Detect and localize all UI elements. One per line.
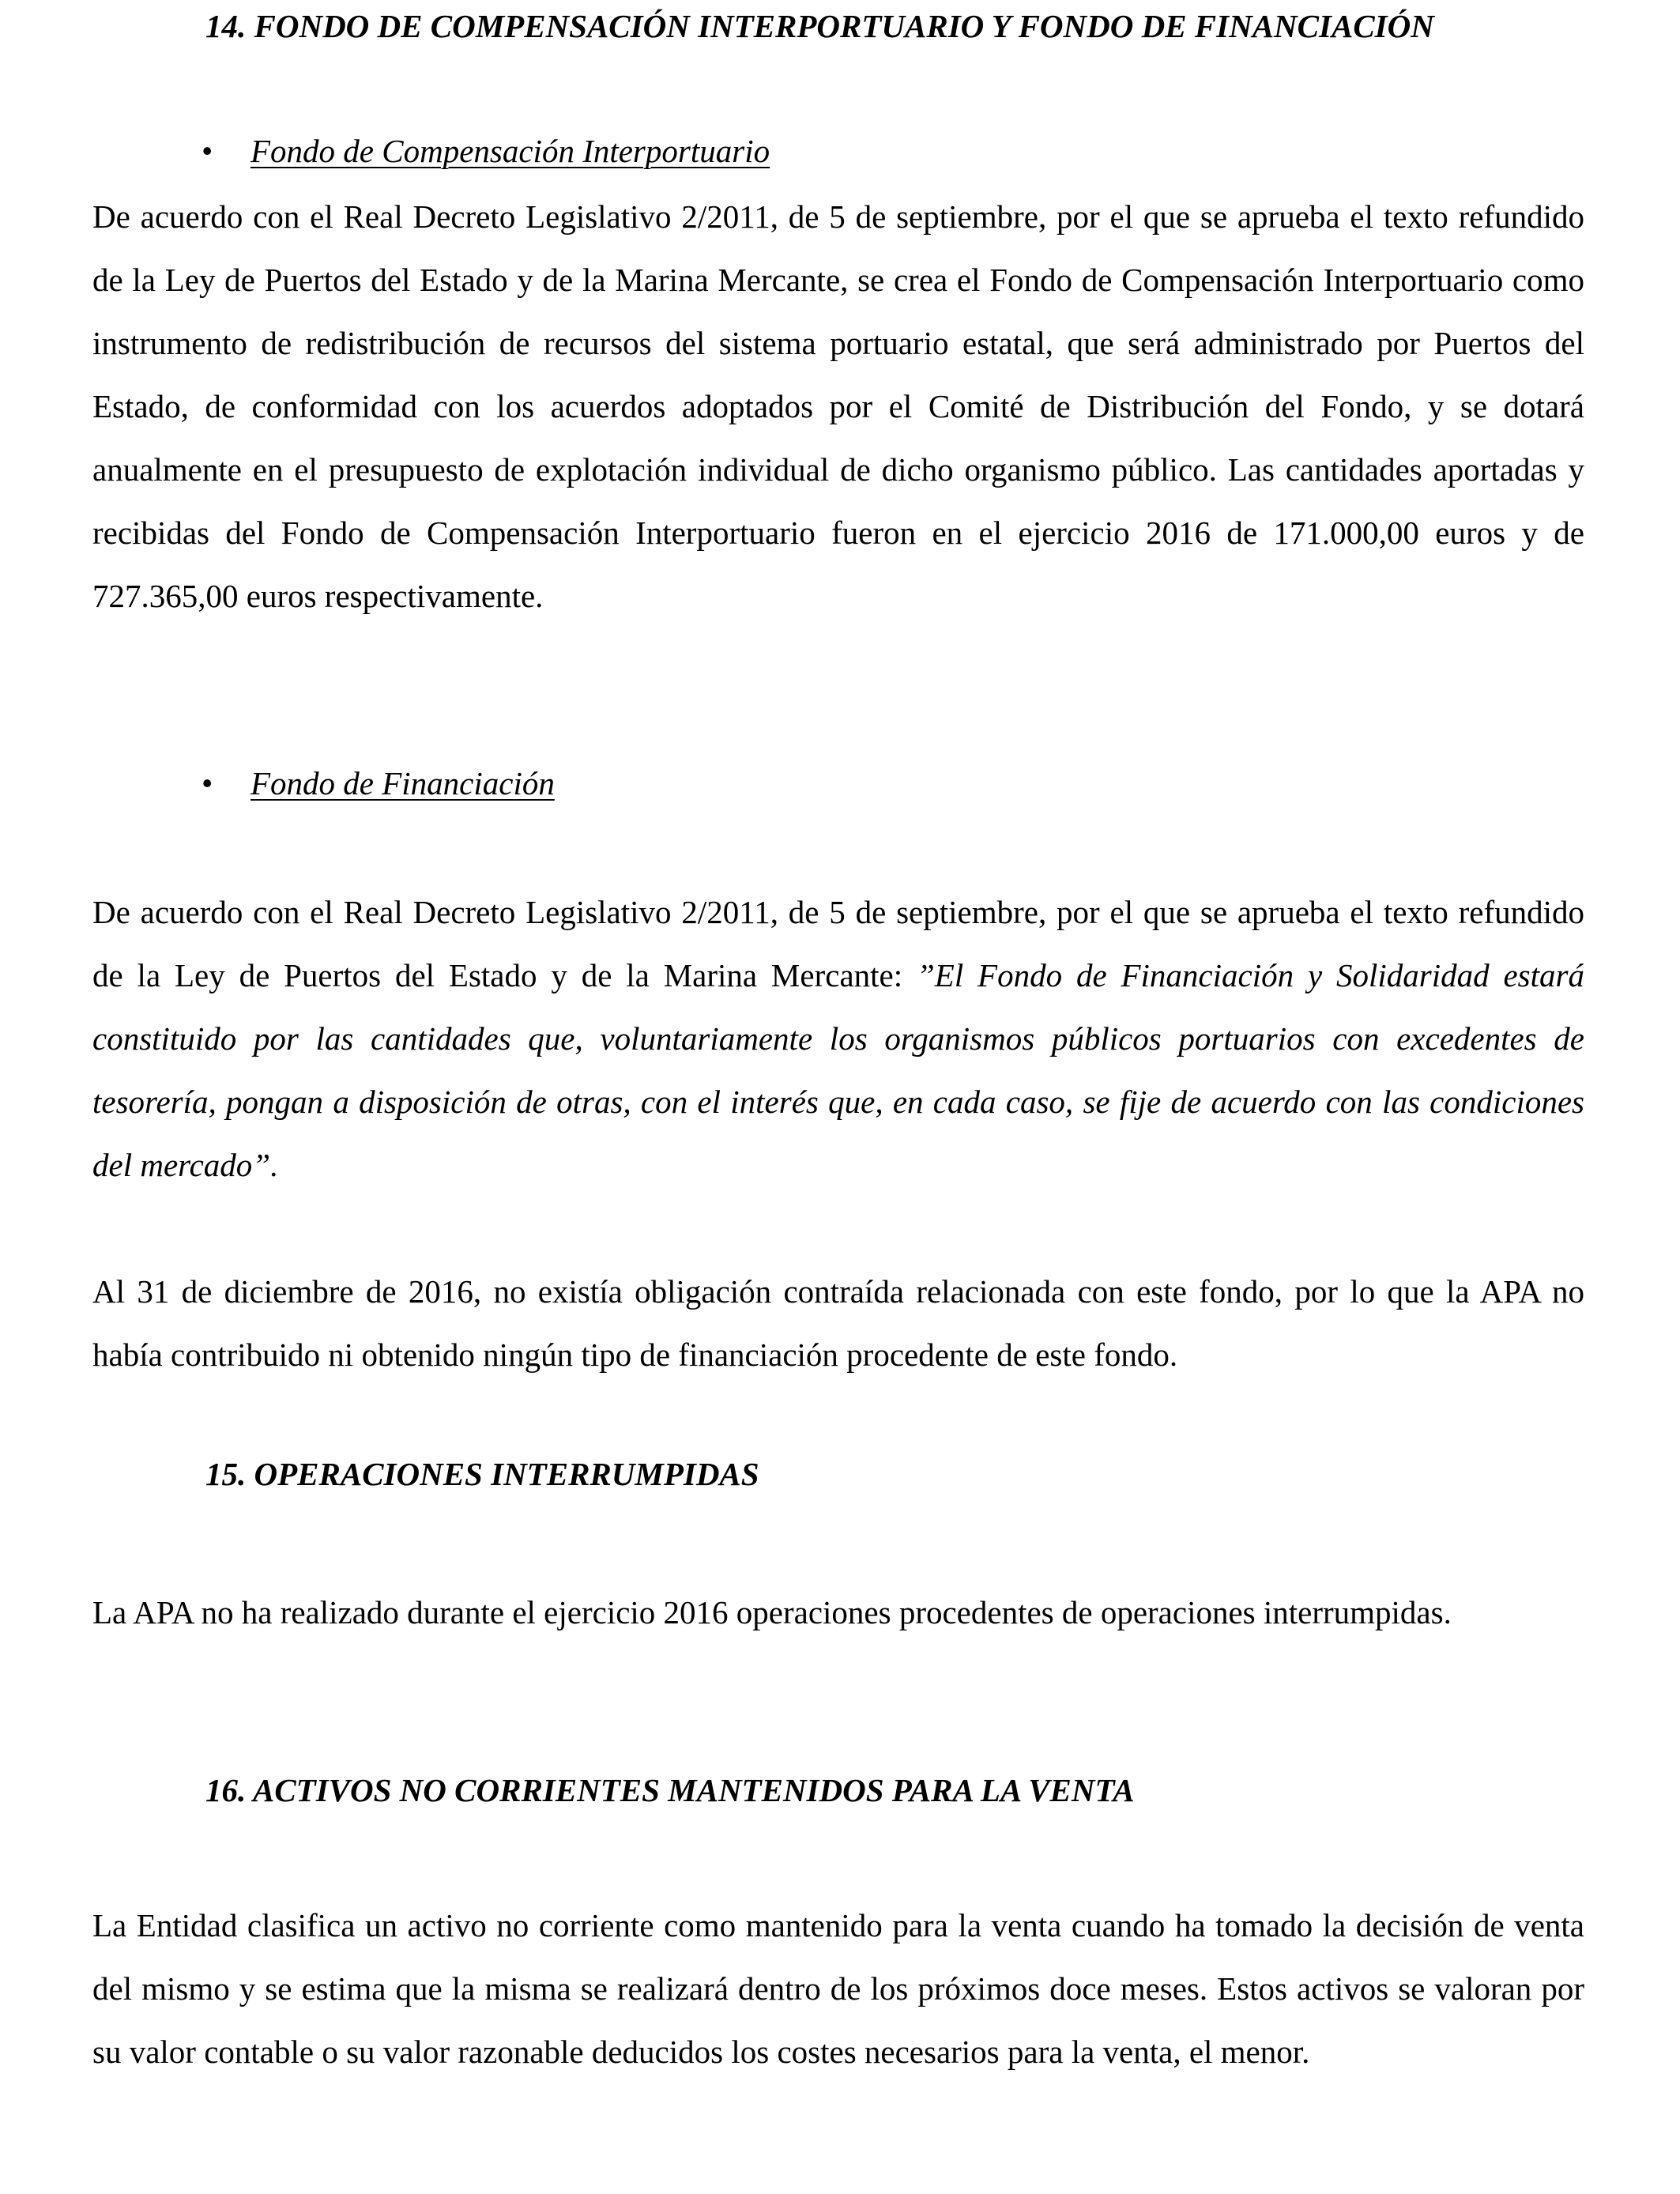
paragraph-obligacion: Al 31 de diciembre de 2016, no existía obligación contraída relacionada con este fondo, por lo que la APA no había contribuido ni obtenido ningún tipo de financiación procedente de este fondo. [92,1273,1584,1373]
paragraph-fondo-compensacion: De acuerdo con el Real Decreto Legislativo 2/2011, de 5 de septiembre, por el que se aprueba el texto refundido de la Ley de Puertos del Estado y de la Marina Mercante, se crea el Fondo de Compensación Interportuario como instrumento de redistribución de recursos del sistema portuario estatal, que será administrado por Puertos del Estado, de conformidad con los acuerdos adoptados por el Comité de Distribución del Fondo, y se dotará anualmente en el presupuesto de explotación individual de dicho organismo público. Las cantidades aportadas y recibidas del Fondo de Compensación Interportuario fueron en el ejercicio 2016 de 171.000,00 euros y de 727.365,00 euros respectivamente. [92,198,1584,614]
section-16-heading: 16. ACTIVOS NO CORRIENTES MANTENIDOS PARA LA VENTA [205,1772,1135,1808]
bullet-icon: • [202,133,213,169]
bullet-fondo-financiacion [202,763,555,803]
quoted-legal-text: ”El Fondo de Financiación y Solidaridad estará constituido por las cantidades que, voluntariamente los organismos públicos portuarios con excedentes de tesorería, pongan a disposición de otras, con el interés que, en cada caso, se fije de acuerdo con las condiciones del mercado”. [92,957,1584,1183]
bullet-icon: • [202,765,213,801]
subheading-fondo-compensacion: Fondo de Compensación Interportuario [250,133,770,169]
subheading-fondo-financiacion: Fondo de Financiación [250,765,555,801]
paragraph-intro-text: De acuerdo con el Real Decreto Legislativo 2/2011, de 5 de septiembre, por el que se aprueba el texto refundido de la Ley de Puertos del Estado y de la Marina Mercante: [92,894,1584,993]
bullet-fondo-compensacion [202,131,770,171]
paragraph-activos-no-corrientes: La Entidad clasifica un activo no corriente como mantenido para la venta cuando ha tomado la decisión de venta del mismo y se estima que la misma se realizará dentro de los próximos doce meses. Estos activos se valoran por su valor contable o su valor razonable deducidos los costes necesarios para la venta, el menor. [92,1907,1584,2070]
section-15-heading: 15. OPERACIONES INTERRUMPIDAS [205,1456,759,1492]
section-14-heading: 14. FONDO DE COMPENSACIÓN INTERPORTUARIO Y FONDO DE FINANCIACIÓN [205,8,1434,44]
paragraph-operaciones-interrumpidas: La APA no ha realizado durante el ejercicio 2016 operaciones procedentes de operaciones interrumpidas. [92,1594,1452,1630]
paragraph-fondo-financiacion [92,880,1584,1197]
